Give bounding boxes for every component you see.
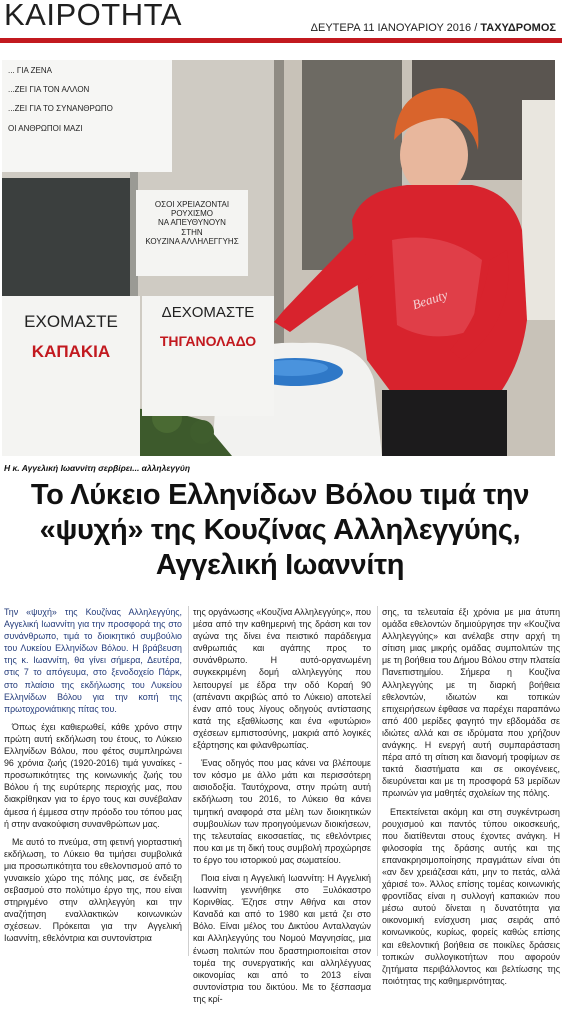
- sign-line: ... ΓΙΑ ΖΕΝΑ: [8, 66, 52, 75]
- paragraph: Ποια είναι η Αγγελική Ιωαννίτη: Η Αγγελική Ιωαννίτη γεννήθηκε στο Ξυλόκαστρο Κορινθίας. Έζησε στην Αθήνα και στον Καναδά και από το 1980 και μετά ζει στο Βόλο. Είναι μέλος του Δικτύου Ανταλλαγών και Αλληλεγγύης του Νομού Μαγνησίας, μια ένωση πολιτών που δραστηριοποιείται στον τομέα της συνεργατικής και αλληλέγγυας οικονομίας και από το 2013 είναι συντονίστρια του δικτύου. Με το ξέσπασμα της κρί-: [193, 872, 371, 1004]
- column-divider: [188, 606, 189, 956]
- paragraph: σης, τα τελευταία έξι χρόνια με μια άτυπη ομάδα εθελοντών δημιούργησε την «Κουζίνα Αλληλεγγύης» και ανέλαβε στην αρχή τη σίτιση μιας μικρής ομάδας συμπολιτών της με τη βοήθεια του Δήμου Βόλου στην πλατεία Πανεπιστημίου. Σήμερα η Κουζίνα Αλληλεγγύης με τη διαρκή βοήθεια εθελοντών, ιδιωτών και τοπικών επιχειρήσεων έφθασε να παρέχει παραπάνω από 400 μερίδες φαγητό την εβδομάδα σε ιδιώτες αλλά και σε ιδρύματα που χρήζουν ανάγκης. Η ενεργή αυτή συμπαράσταση πέρα από τη σίτιση και διανομή τροφίμων σε τακτά διαστήματα και σε οικογένειες, διευρύνεται και με τη προσφορά 53 μερίδων πρωινών για μαθητές σχολείων της πόλης.: [382, 607, 560, 799]
- sign-line: ΟΣΟΙ ΧΡΕΙΑΖΟΝΤΑΙ: [154, 200, 230, 209]
- sign-line: ...ΖΕΙ ΓΙΑ ΤΟΝ ΑΛΛΟΝ: [8, 85, 90, 95]
- article-body: [4, 606, 560, 1004]
- section-title: ΚΑΙΡΟΤΗΤΑ: [4, 0, 182, 32]
- photo-caption: Η κ. Αγγελική Ιωαννίτη σερβίρει... αλληλεγγύη: [4, 463, 191, 473]
- sign-clothing: [136, 190, 248, 276]
- column-2: [193, 606, 371, 1011]
- shirt-print: Beauty: [410, 286, 450, 313]
- sign-line: ...ΖΕΙ ΓΙΑ ΤΟ ΣΥΝΑΝΘΡΩΠΟ: [8, 104, 113, 114]
- column-1: [4, 606, 182, 951]
- issue-date: ΔΕΥΤΕΡΑ 11 ΙΑΝΟΥΑΡΙΟΥ 2016 /: [310, 22, 478, 34]
- sign-line: ΣΤΗΝ: [181, 227, 203, 237]
- sign-line: ΚΑΠΑΚΙΑ: [31, 341, 111, 361]
- issue-line: [311, 22, 556, 34]
- column-3: [382, 606, 560, 993]
- sign-caps: [2, 296, 140, 456]
- paragraph: Όπως έχει καθιερωθεί, κάθε χρόνο στην πρώτη αυτή εκδήλωση του έτους, το Λύκειο Ελληνίδων Βόλου, που φέτος συμπληρώνει 96 χρόνια ζωής (1920-2016) τιμά γυναίκες - προσωπικότητες της κοινωνικής ζωής του Βόλου ή της ευρύτερης περιοχής μας, που διακρίθηκαν για το έργο τους και συνέβαλαν άμεσα ή έμμεσα στην πρόοδο του τόπου μας ή στην ανακούφιση συνανθρώπων μας.: [4, 721, 182, 829]
- headline: Το Λύκειο Ελληνίδων Βόλου τιμά την «ψυχή» της Κουζίνας Αλληλεγγύης, Αγγελική Ιωαννίτη: [30, 479, 530, 581]
- paragraph: Με αυτό το πνεύμα, στη φετινή γιορταστική εκδήλωση, το Λύκειο θα τιμήσει συμβολικά μια προσωπικότητα του εθελοντισμού από το γυναικείο χώρο της πόλης μας, σε ένδειξη σεβασμού στο πολύτιμο έργο της, που είναι στηριγμένο στην αλληλεγγύη και την αναζήτηση εναλλακτικών κοινωνικών σχέσεων. Πρόκειται για την Αγγελική Ιωαννίτη, εθελόντρια και συντονίστρια: [4, 836, 182, 944]
- sign-line: ΝΑ ΑΠΕΥΘΥΝΟΥΝ: [158, 218, 226, 228]
- sign-line: ΔΕΧΟΜΑΣΤΕ: [161, 304, 255, 321]
- sign-oil: [142, 296, 274, 416]
- paper-name: ΤΑΧΥΔΡΟΜΟΣ: [480, 22, 556, 34]
- article-photo: [2, 60, 555, 456]
- sign-line: ΕΧΟΜΑΣΤΕ: [24, 312, 118, 331]
- sign-line: ΤΗΓΑΝΟΛΑΔΟ: [159, 333, 257, 350]
- paragraph: Ένας οδηγός που μας κάνει να βλέπουμε τον κόσμο με άλλο μάτι και περισσότερη αισιοδοξία. Ταυτόχρονα, στην πρώτη αυτή εκδήλωση του 2016, το Λύκειο θα κάνει τιμητική αναφορά στα μέλη των διοικητικών συμβουλίων των προηγούμενων διοικήσεων, της τελευταίας εικοσαετίας, τις εθελόντριες που και με τη δική τους συμβολή προχώρησε το έργο του ιστορικού μας σωματείου.: [193, 758, 371, 865]
- sign-top-left: [2, 60, 172, 172]
- paragraph: της οργάνωσης «Κουζίνα Αλληλεγγύης», που μέσα από την καθημερινή της δράση και τον αγώνα της δίνει ένα πειστικό παράδειγμα ανθρωπιάς και αγάπης προς το συνάνθρωπο. Η αυτό-οργανωμένη συγκεκριμένη δομή αλληλεγγύης που λειτουργεί με έδρα την οδό Κοραή 90 (απέναντι ακριβώς από το Λύκειο) αποτελεί έναν από τους λίγους οδηγούς αντίστασης κατά της εξαθλίωσης και ένα «φυτώριο» σχέσεων εμπιστοσύνης, μακριά από λογικές εξάρτησης και φιλανθρωπίας.: [193, 607, 371, 751]
- paragraph: Επεκτείνεται ακόμη και στη συγκέντρωση ρουχισμού και παντός τύπου οικοσκευής, που διατίθενται στους έχοντες ανάγκη. Η φιλοσοφία της δράσης αυτής και της επανακρησιμοποίησης πραγμάτων είναι ότι «αν δεν χρειάζεσαι κάτι, μην το πετάς, αλλά χάρισέ το». Άλλος επίσης τομέας κοινωνικής φροντίδας είναι η συλλογή καπακιών που μέσω αυτού δίνεται η δυνατότητα για οικονομική ενίσχυση μιας σειράς από κοινωνικούς, κυρίως, φορείς καθώς επίσης και εθελοντική βοήθεια σε ποικίλες δράσεις τοπικών συλλογικοτήτων που αφορούν ζητήματα περιβάλλοντος και βελτίωσης της ποιότητας της καθημερινότητας.: [382, 806, 560, 986]
- sign-line: ΟΙ ΑΝΘΡΩΠΟΙ ΜΑΖΙ: [8, 123, 83, 133]
- header-rule: [0, 38, 562, 43]
- column-divider: [377, 606, 378, 956]
- sign-line: ΡΟΥΧΙΣΜΟ: [170, 209, 214, 219]
- paragraph: Την «ψυχή» της Κουζίνας Αλληλεγγύης, Αγγελική Ιωαννίτη για την προσφορά της στο συνάνθρωπο, τιμά το διοικητικό συμβούλιο του Λυκείου Ελληνίδων Βόλου. Η βράβευση της κ. Ιωαννίτη, θα γίνει σήμερα, Δευτέρα, στις 7 το απόγευμα, στο ξενοδοχείο Πάρκ, στο πλαίσιο της εκδήλωσης του Λυκείου Ελληνίδων Βόλου για την κοπή της πρωτοχρονιάτικης πίτας του.: [4, 607, 182, 714]
- sign-line: ΚΟΥΖΙΝΑ ΑΛΛΗΛΕΓΓΥΗΣ: [145, 236, 239, 246]
